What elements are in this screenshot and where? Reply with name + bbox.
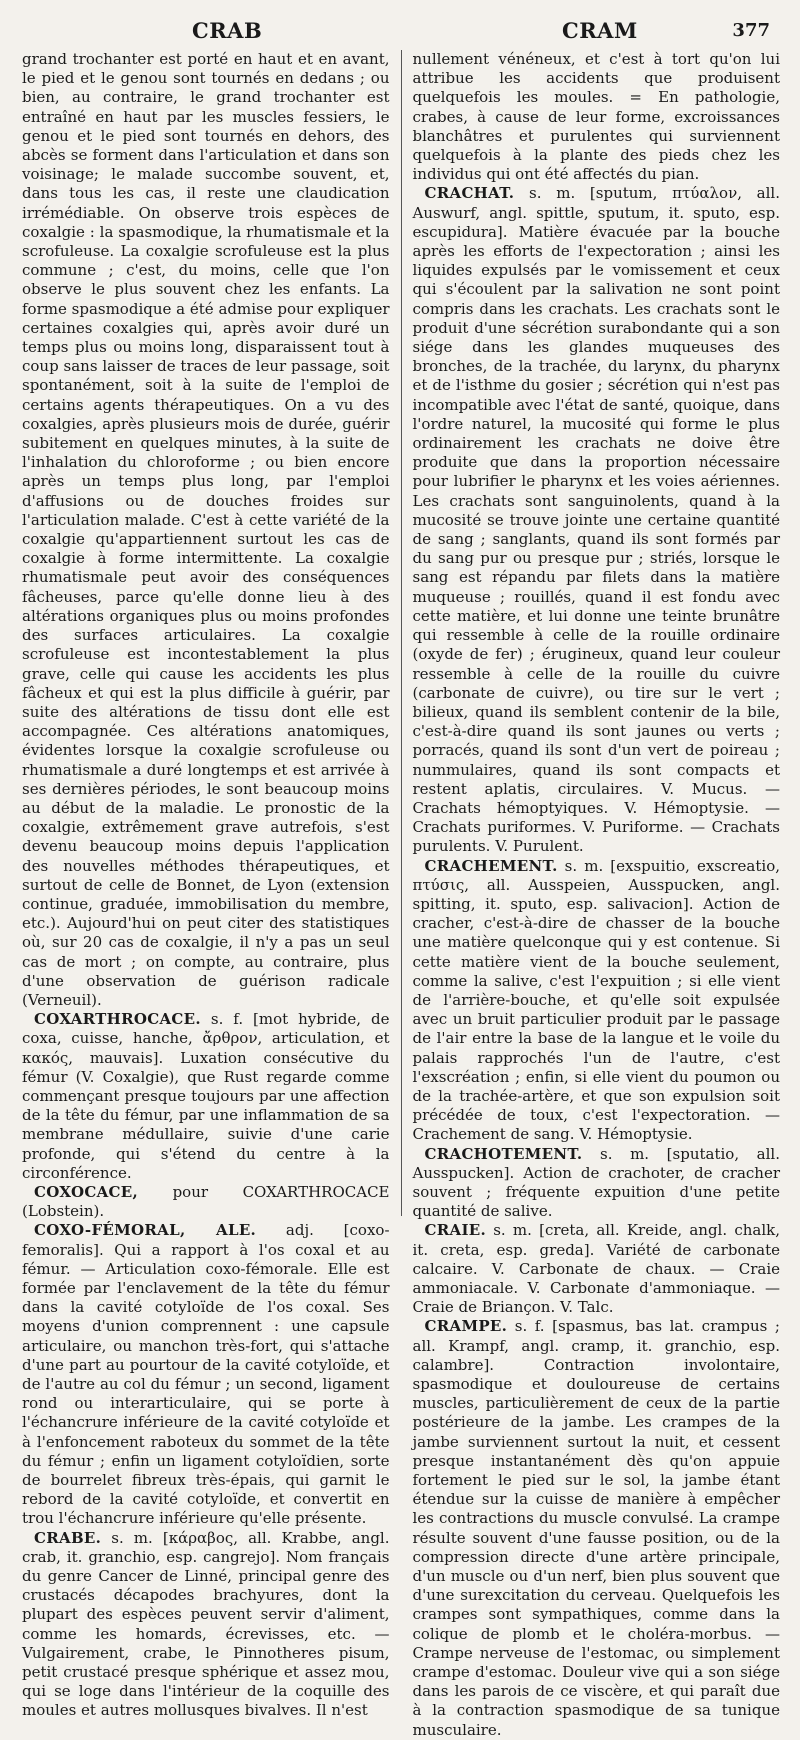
page-number: 377 [732,20,770,41]
entry-headword: CRACHOTEMENT. [424,1144,583,1163]
entry-headword: COXARTHROCACE. [34,1010,201,1029]
entry-continuation: nullement vénéneux, et c'est à tort qu'on lui attribue les accidents que produisent quelquefois les moules. = En pathologie, crabes, à cause de leur forme, excroissances blanchâtres et purulentes qui surviennent quelquefois à la plante des pieds chez les individus qui ont été affectés du pian. [412,50,780,184]
entry-headword: CRAMPE. [424,1317,508,1336]
dictionary-entry [22,1010,390,1183]
running-head-right: CRAM [562,18,638,43]
entry-definition: adj. [coxo-femoralis]. Qui a rapport à l'os coxal et au fémur. — Articulation coxo-fémorale. Elle est formée par l'enclavement de la tête du fémur dans la cavité cotyloïde de l'os coxal. Ses moyens d'union comprennent : une capsule articulaire, ou manchon très-fort, qui s'attache d'une part au pourtour de la cavité cotyloïde, et de l'autre au col du fémur ; un second, ligament rond ou interarticulaire, qui se porte à l'échancrure inférieure de la cavité cotyloïde et à l'enfoncement raboteux du sommet de la tête du fémur ; enfin un ligament cotyloïdien, sorte de bourrelet fibreux très-épais, qui garnit le rebord de la cavité cotyloïde, et convertit en trou l'échancrure inférieure qu'elle présente. [22,1221,390,1528]
entry-definition: s. m. [exspuitio, exscreatio, πτύσις, all. Ausspeien, Ausspucken, angl. spitting, it. sputo, esp. salivacion]. Action de cracher, c'est-à-dire de chasser de la bouche une matière quelconque qui y est contenue. Si cette matière vient de la bouche seulement, comme la salive, c'est l'expuition ; si elle vient de l'arrière-bouche, et qu'elle soit expulsée avec un bruit particulier produit par le passage de l'air entre la base de la langue et le voile du palais rapprochés l'un de l'autre, c'est l'exscréation ; enfin, si elle vient du poumon ou de la trachée-artère, et que son expulsion soit précédée de toux, c'est l'expectoration. — Crachement de sang. V. Hémoptysie. [412,856,780,1144]
entry-definition: s. m. [κάραβος, all. Krabbe, angl. crab, it. granchio, esp. cangrejo]. Nom français du genre Cancer de Linné, principal genre des crustacés décapodes brachyures, dont la plupart des espèces peuvent servir d'aliment, comme les homards, écrevisses, etc. — Vulgairement, crabe, le Pinnotheres pisum, petit crustacé presque sphérique et assez mou, qui se loge dans l'intérieur de la coquille des moules et autres mollusques bivalves. Il n'est [22,1528,390,1720]
dictionary-entry [413,1317,781,1739]
entry-definition: s. m. [sputatio, all. Ausspucken]. Action de crachoter, de cracher souvent ; fréquente expuition d'une petite quantité de salive. [412,1144,780,1221]
entry-headword: CRACHAT. [424,184,515,203]
entry-headword: CRACHEMENT. [424,856,558,875]
running-head-left: CRAB [192,18,263,43]
entry-definition: s. m. [creta, all. Kreide, angl. chalk, it. creta, esp. greda]. Variété de carbonate calcaire. V. Carbonate de chaux. — Craie ammoniacale. V. Carbonate d'ammoniaque. — Craie de Briançon. V. Talc. [412,1221,780,1317]
right-column [401,50,781,1739]
entry-definition: s. f. [mot hybride, de coxa, cuisse, hanche, ἄρθρον, articulation, et κακός, mauvais]. Luxation consécutive du fémur (V. Coxalgie), que Rust regarde comme commençant presque toujours par une affection de la tête du fémur, par une inflammation de sa membrane médullaire, suivie d'une carie profonde, qui s'étend du centre à la circonférence. [22,1010,390,1182]
entry-headword: COXOCACE, [34,1182,139,1201]
dictionary-entry [22,1183,390,1221]
entry-continuation: grand trochanter est porté en haut et en avant, le pied et le genou sont tournés en dedans ; ou bien, au contraire, le grand trochanter est entraîné en haut par les muscles fessiers, le genou et le pied sont tournés en dehors, des abcès se forment dans l'articulation et dans son voisinage; le malade succombe souvent, et, dans tous les cas, il reste une claudication irrémédiable. On observe trois espèces de coxalgie : la spasmodique, la rhumatismale et la scrofuleuse. La coxalgie scrofuleuse est la plus commune ; c'est, du moins, celle que l'on observe le plus souvent chez les enfants. La forme spasmodique a été admise pour expliquer certaines coxalgies qui, après avoir duré un temps plus ou moins long, disparaissent tout à coup sans laisser de traces de leur passage, soit spontanément, soit à la suite de l'emploi de certains agents thérapeutiques. On a vu des coxalgies, après plusieurs mois de durée, guérir subitement en quelques minutes, à la suite de l'inhalation du chloroforme ; ou bien encore après un temps plus long, par l'emploi d'affusions ou de douches froides sur l'articulation malade. C'est à cette variété de la coxalgie qu'appartiennent surtout les cas de coxalgie à forme intermittente. La coxalgie rhumatismale peut avoir des conséquences fâcheuses, parce qu'elle donne lieu à des altérations organiques plus ou moins profondes des surfaces articulaires. La coxalgie scrofuleuse est incontestablement la plus grave, celle qui cause les accidents les plus fâcheux et qui est la plus difficile à guérir, par suite des altérations de tissu dont elle est accompagnée. Ces altérations anatomiques, évidentes lorsque la coxalgie scrofuleuse ou rhumatismale a duré longtemps et est arrivée à ses dernières périodes, le sont beaucoup moins au début de la maladie. Le pronostic de la coxalgie, extrêmement grave autrefois, s'est devenu beaucoup moins depuis l'application des nouvelles méthodes thérapeutiques, et surtout de celle de Bonnet, de Lyon (extension continue, graduée, immobilisation du membre, etc.). Aujourd'hui on peut citer des statistiques où, sur 20 cas de coxalgie, il n'y a pas un seul cas de mort ; on compte, au contraire, plus d'une observation de guérison radicale (Verneuil). [22,50,390,1009]
entry-definition: s. f. [spasmus, bas lat. crampus ; all. Krampf, angl. cramp, it. granchio, esp. calambre]. Contraction involontaire, spasmodique et douloureuse de certains muscles, particulièrement de ceux de la partie postérieure de la jambe. Les crampes de la jambe surviennent surtout la nuit, et cessent presque instantanément dès qu'on appuie fortement le pied sur le sol, la jambe étant étendue sur la cuisse de manière à empêcher les contractions du muscle convulsé. La crampe résulte souvent d'une fausse position, ou de la compression directe d'une artère principale, d'un muscle ou d'un nerf, bien plus souvent que d'une surexcitation du cerveau. Quelquefois les crampes sont sympathiques, comme dans la colique de plomb et le choléra-morbus. — Crampe nerveuse de l'estomac, ou simplement crampe d'estomac. Douleur vive qui a son siége dans les parois de ce viscère, et qui paraît due à la contraction spasmodique de sa tunique musculaire. [412,1317,780,1739]
dictionary-entry [22,1529,390,1721]
left-column [22,50,401,1720]
dictionary-entry [413,184,781,856]
dictionary-entry [413,857,781,1145]
entry-definition: s. m. [sputum, πτύαλον, all. Auswurf, angl. spittle, sputum, it. sputo, esp. escupidura]. Matière évacuée par la bouche après les efforts de l'expectoration ; ainsi les liquides expulsés par le vomissement et ceux qui s'écoulent par la salivation ne sont point compris dans les crachats. Les crachats sont le produit d'une sécrétion surabondante qui a son siége dans les glandes muqueuses des bronches, de la trachée, du larynx, du pharynx et de l'isthme du gosier ; sécrétion qui n'est pas incompatible avec l'état de santé, quoique, dans l'ordre naturel, la mucosité qui forme le plus ordinairement les crachats ne doive être produite que dans la proportion nécessaire pour lubrifier le pharynx et les voies aériennes. Les crachats sont sanguinolents, quand à la mucosité se trouve jointe une certaine quantité de sang ; sanglants, quand ils sont formés par du sang pur ou presque pur ; striés, lorsque le sang est répandu par filets dans la matière muqueuse ; rouillés, quand il est fondu avec cette matière, et lui donne une teinte brunâtre qui ressemble à celle de la rouille ordinaire (oxyde de fer) ; érugineux, quand leur couleur ressemble à celle de la rouille du cuivre (carbonate de cuivre), ou tire sur le vert ; bilieux, quand ils semblent contenir de la bile, c'est-à-dire quand ils sont jaunes ou verts ; porracés, quand ils sont d'un vert de poireau ; nummulaires, quand ils sont compacts et restent aplatis, circulaires. V. Mucus. — Crachats hémoptyiques. V. Hémoptysie. — Crachats puriformes. V. Puriforme. — Crachats purulents. V. Purulent. [412,184,780,856]
dictionary-entry [22,1221,390,1528]
entry-headword: CRABE. [34,1528,102,1547]
entry-headword: COXO-FÉMORAL, ALE. [34,1221,257,1240]
dictionary-entry [413,1221,781,1317]
text-columns [22,50,780,1739]
entry-headword: CRAIE. [424,1221,487,1240]
running-header [22,14,778,48]
dictionary-entry [413,1145,781,1222]
entry-definition: pour COXARTHROCACE (Lobstein). [22,1182,390,1221]
